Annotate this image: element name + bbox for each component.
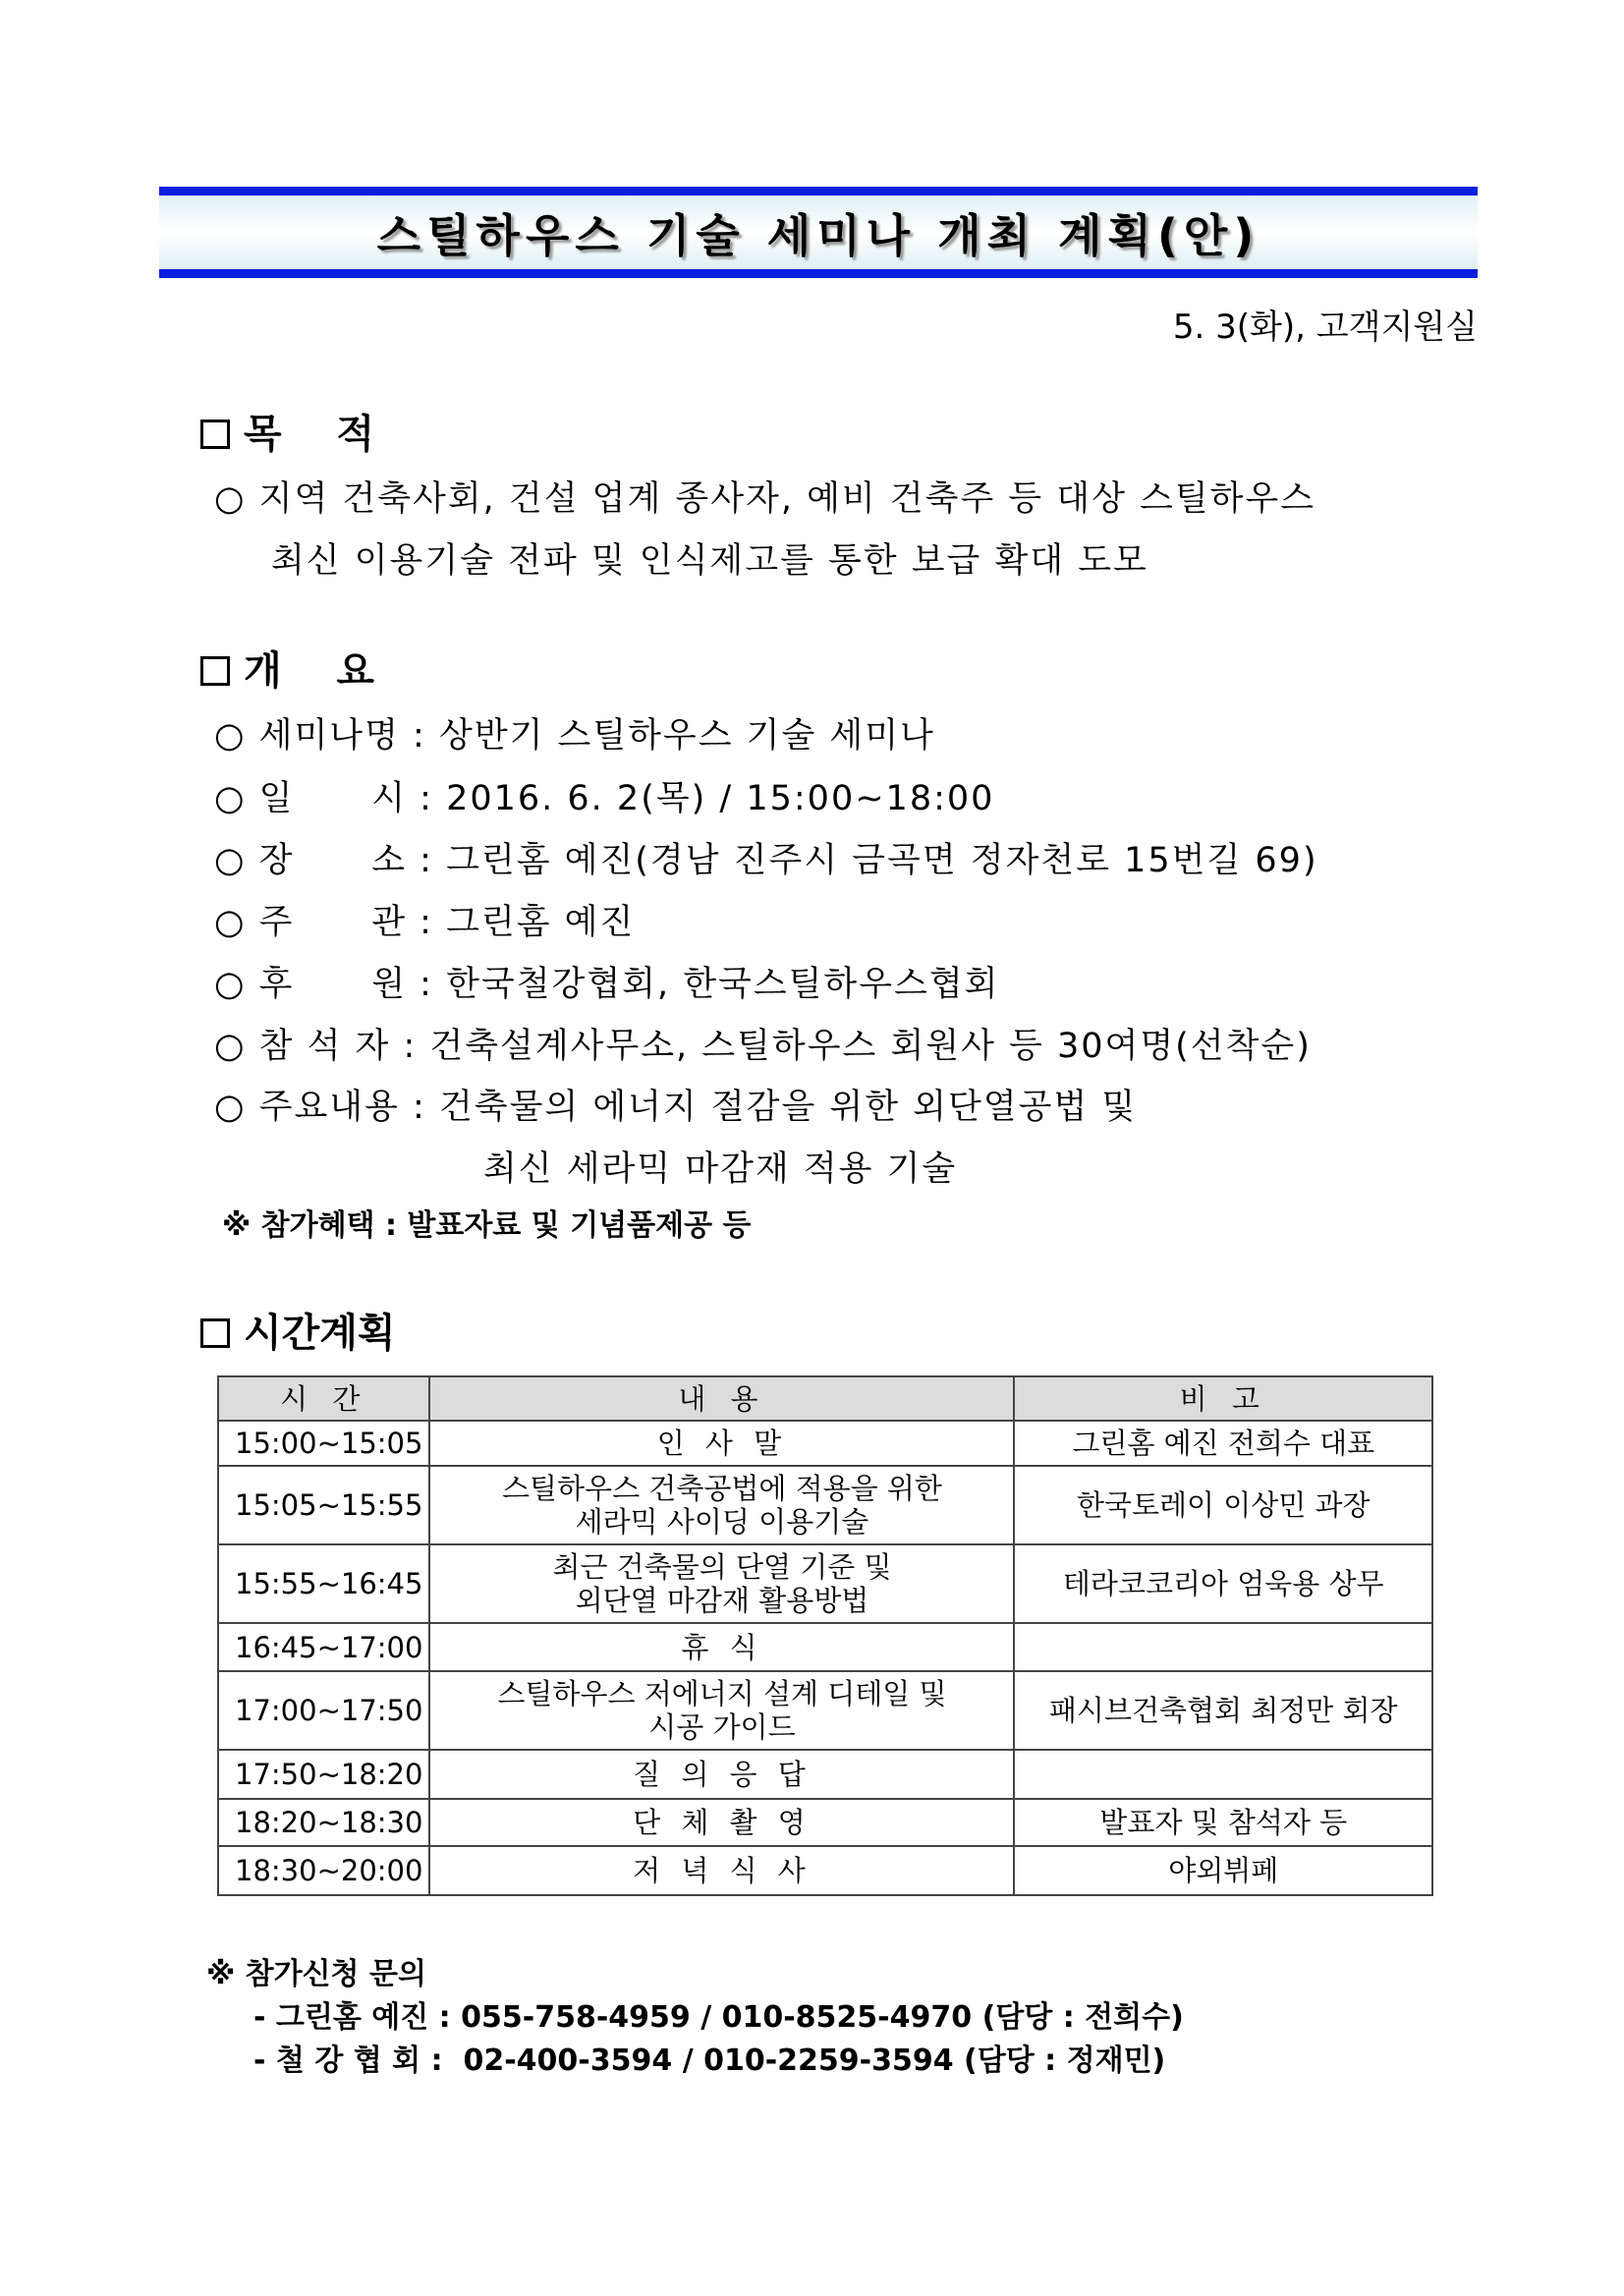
table-row [218,1671,1432,1750]
column-header: 시 간 [218,1376,429,1421]
section-heading-purpose [200,403,374,459]
content-cell: 질 의 응 답 [429,1750,1014,1799]
time-cell: 17:50~18:20 [218,1750,429,1799]
table-row [218,1750,1432,1799]
title-banner [159,187,1478,278]
content-cell: 저 녁 식 사 [429,1846,1014,1895]
time-cell: 15:55~16:45 [218,1544,429,1623]
heading-text: 개 요 [244,648,374,694]
document-title: 스틸하우스 기술 세미나 개최 계획(안) [376,208,1260,262]
table-row [218,1799,1432,1846]
purpose-line: ○ 지역 건축사회, 건설 업계 종사자, 예비 건축주 등 대상 스틸하우스 [214,479,1316,519]
remark-cell [1014,1623,1432,1671]
overview-item: ○ 일 시 : 2016. 6. 2(목) / 15:00~18:00 [214,779,995,818]
remark-cell: 발표자 및 참석자 등 [1014,1799,1432,1846]
section-heading-schedule [200,1302,396,1358]
remark-cell: 야외뷔페 [1014,1846,1432,1895]
overview-item: ○ 참 석 자 : 건축설계사무소, 스틸하우스 회원사 등 30여명(선착순) [214,1027,1312,1066]
section-heading-overview [200,640,374,696]
table-row [218,1623,1432,1671]
overview-item: ○ 주 관 : 그린홈 예진 [214,903,636,942]
time-cell: 17:00~17:50 [218,1671,429,1750]
content-cell: 휴 식 [429,1623,1014,1671]
date-line: 5. 3(화), 고객지원실 [1172,308,1478,347]
remark-cell [1014,1750,1432,1799]
overview-item: 최신 세라믹 마감재 적용 기술 [483,1149,958,1189]
table-row [218,1846,1432,1895]
table-row [218,1544,1432,1623]
heading-text: 시간계획 [244,1311,396,1356]
overview-item: ○ 후 원 : 한국철강협회, 한국스틸하우스협회 [214,965,1000,1004]
contact-line: - 철 강 협 회 : 02-400-3594 / 010-2259-3594 (담당 : 정재민) [253,2044,1166,2078]
schedule-table [217,1375,1433,1896]
time-cell: 18:30~20:00 [218,1846,429,1895]
time-cell: 18:20~18:30 [218,1799,429,1846]
checkbox-square-icon [200,420,230,449]
time-cell: 15:05~15:55 [218,1466,429,1544]
table-row [218,1466,1432,1544]
content-cell: 단 체 촬 영 [429,1799,1014,1846]
heading-text: 목 적 [244,412,374,457]
table-header-row [218,1376,1432,1421]
column-header: 내 용 [429,1376,1014,1421]
remark-cell: 테라코코리아 엄욱용 상무 [1014,1544,1432,1623]
purpose-line: 최신 이용기술 전파 및 인식제고를 통한 보급 확대 도모 [271,541,1148,581]
table-row [218,1421,1432,1466]
column-header: 비 고 [1014,1376,1432,1421]
contact-heading: ※ 참가신청 문의 [206,1957,426,1991]
time-cell: 16:45~17:00 [218,1623,429,1671]
checkbox-square-icon [200,656,230,686]
remark-cell: 그린홈 예진 전희수 대표 [1014,1421,1432,1466]
remark-cell: 한국토레이 이상민 과장 [1014,1466,1432,1544]
content-cell: 스틸하우스 저에너지 설계 디테일 및 시공 가이드 [429,1671,1014,1750]
content-cell: 최근 건축물의 단열 기준 및 외단열 마감재 활용방법 [429,1544,1014,1623]
overview-item: ○ 장 소 : 그린홈 예진(경남 진주시 금곡면 정자천로 15번길 69) [214,841,1318,880]
content-cell: 인 사 말 [429,1421,1014,1466]
contact-line: - 그린홈 예진 : 055-758-4959 / 010-8525-4970 (담당 : 전희수) [253,2000,1184,2035]
overview-item: ○ 주요내용 : 건축물의 에너지 절감을 위한 외단열공법 및 [214,1088,1138,1127]
content-cell: 스틸하우스 건축공법에 적용을 위한 세라믹 사이딩 이용기술 [429,1466,1014,1544]
overview-item: ○ 세미나명 : 상반기 스틸하우스 기술 세미나 [214,716,935,756]
time-cell: 15:00~15:05 [218,1421,429,1466]
remark-cell: 패시브건축협회 최정만 회장 [1014,1671,1432,1750]
benefit-note: ※ 참가혜택 : 발표자료 및 기념품제공 등 [222,1208,752,1243]
checkbox-square-icon [200,1318,230,1348]
